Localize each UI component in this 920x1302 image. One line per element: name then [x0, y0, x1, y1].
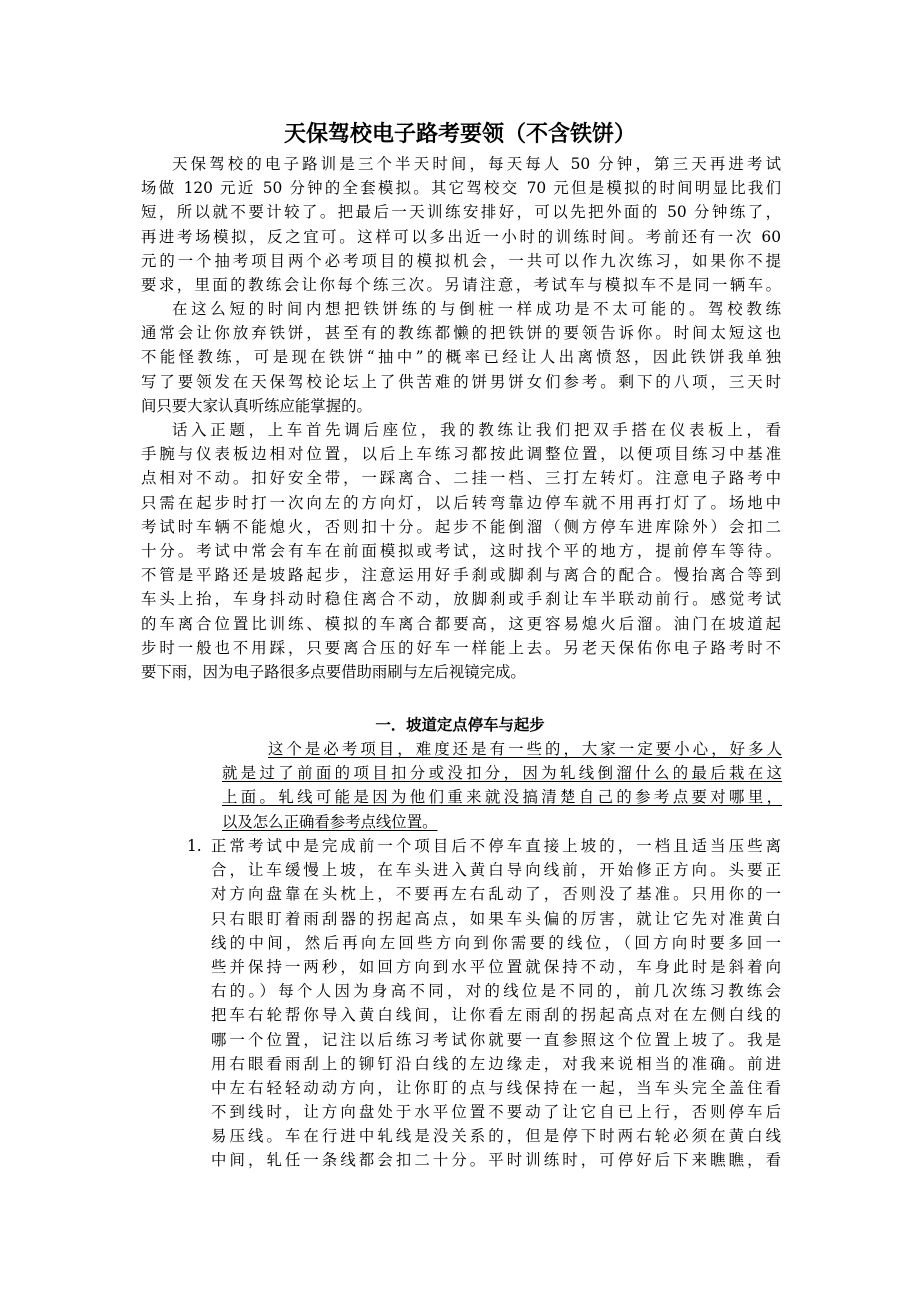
text-line: 要下雨，因为电子路很多点要借助雨刷与左后视镜完成。	[141, 662, 526, 681]
text-line: 不管是平路还是坡路起步，注意运用好手刹或脚刹与离合的配合。慢抬离合等到	[141, 566, 781, 585]
text-line: 在这么短的时间内想把铁饼练的与倒桩一样成功是不太可能的。驾校教练	[172, 300, 781, 318]
text-line: 中间，轧任一条线都会扣二十分。平时训练时，可停好后下来瞧瞧，看	[211, 1151, 781, 1170]
note-line: 这个是必考项目，难度还是有一些的，大家一定要小心，好多人	[268, 740, 782, 758]
text-line: 合，让车缓慢上坡，在车头进入黄白导向线前，开始修正方向。头要正	[211, 861, 781, 880]
text-line: 场做 120 元近 50 分钟的全套模拟。其它驾校交 70 元但是模拟的时间明显比我们	[141, 179, 781, 198]
text-line: 不到线时，让方向盘处于水平位置不要动了让它自已上行，否则停车后	[211, 1103, 781, 1122]
text-line: 步时一般也不用踩，只要离合压的好车一样能上去。另老天保佑你电子路考时不	[141, 638, 781, 657]
text-line: 易压线。车在行进中轧线是没关系的，但是停下时两右轮必须在黄白线	[211, 1127, 781, 1146]
text-line: 要求，里面的教练会让你每个练三次。另请注意，考试车与模拟车不是同一辆车。	[141, 275, 781, 294]
text-line: 通常会让你放弃铁饼，甚至有的教练都懒的把铁饼的要领告诉你。时间太短这也	[141, 324, 781, 343]
text-line: 话入正题，上车首先调后座位，我的教练让我们把双手搭在仪表板上，看	[172, 421, 781, 439]
text-line: 十分。考试中常会有车在前面模拟或考试，这时找个平的地方，提前停车等待。	[141, 541, 781, 560]
text-line: 右的。）每个人因为身高不同，对的线位是不同的，前几次练习教练会	[211, 982, 781, 1001]
text-line: 短，所以就不要计较了。把最后一天训练安排好，可以先把外面的 50 分钟练了，	[141, 203, 781, 222]
note-line: 就是过了前面的项目扣分或没扣分，因为轧线倒溜什么的最后栽在这	[222, 764, 782, 783]
text-line: 哪一个位置，记注以后练习考试你就要一直参照这个位置上坡了。我是	[211, 1030, 781, 1049]
text-line: 用右眼看雨刮上的铆钉沿白线的左边缘走，对我来说相当的准确。前进	[211, 1054, 781, 1073]
text-line: 线的中间，然后再向左回些方向到你需要的线位，（回方向时要多回一	[211, 933, 781, 952]
paragraph-main-topic	[141, 418, 781, 684]
text-line: 不能怪教练，可是现在铁饼“抽中”的概率已经让人出离愤怒，因此铁饼我单独	[141, 348, 781, 367]
text-line: 点相对不动。扣好安全带，一踩离合、二挂一档、三打左转灯。注意电子路考中	[141, 469, 781, 488]
text-line: 天保驾校的电子路训是三个半天时间，每天每人 50 分钟，第三天再进考试	[172, 155, 781, 173]
text-line: 些并保持一两秒，如回方向到水平位置就保持不动，车身此时是斜着向	[211, 957, 781, 976]
section-heading: 一．坡道定点停车与起步	[375, 716, 545, 734]
text-line: 正常考试中是完成前一个项目后不停车直接上坡的，一档且适当压些离	[211, 837, 781, 855]
paragraph-tieping	[141, 297, 781, 418]
text-line: 只右眼盯着雨刮器的拐起高点，如果车头偏的厉害，就让它先对准黄白	[211, 909, 781, 928]
text-line: 对方向盘靠在头枕上，不要再左右乱动了，否则没了基准。只用你的一	[211, 885, 781, 904]
text-line: 写了要领发在天保驾校论坛上了供苦难的饼男饼女们参考。剩下的八项，三天时	[141, 372, 781, 391]
text-line: 手腕与仪表板边相对位置，以后上车练习都按此调整位置，以便项目练习中基准	[141, 445, 781, 464]
note-line: 以及怎么正确看参考点线位置。	[222, 812, 438, 831]
text-line: 只需在起步时打一次向左的方向灯，以后转弯靠边停车就不用再打灯了。场地中	[141, 493, 781, 512]
text-line: 再进考场模拟，反之宜可。这样可以多出近一小时的训练时间。考前还有一次 60	[141, 227, 781, 246]
note-line: 上面。轧线可能是因为他们重来就没搞清楚自己的参考点要对哪里，	[222, 788, 782, 807]
list-number: 1.	[187, 837, 202, 855]
text-line: 的车离合位置比训练、模拟的车离合都要高，这更容易熄火后溜。油门在坡道起	[141, 614, 781, 633]
text-line: 把车右轮帮你导入黄白线间，让你看左雨刮的拐起高点对在左侧白线的	[211, 1006, 781, 1025]
text-line: 间只要大家认真听练应能掌握的。	[141, 396, 372, 415]
text-line: 元的一个抽考项目两个必考项目的模拟机会，一共可以作九次练习，如果你不提	[141, 251, 781, 270]
document-title: 天保驾校电子路考要领（不含铁饼）	[283, 121, 636, 147]
text-line: 车头上抬，车身抖动时稳住离合不动，放脚刹或手刹让车半联动前行。感觉考试	[141, 590, 781, 609]
text-line: 中左右轻轻动动方向，让你盯的点与线保持在一起，当车头完全盖住看	[211, 1078, 781, 1097]
paragraph-intro	[141, 152, 781, 297]
list-item-body	[211, 834, 781, 1173]
text-line: 考试时车辆不能熄火，否则扣十分。起步不能倒溜（侧方停车进库除外）会扣二	[141, 517, 781, 536]
section-note	[222, 737, 782, 834]
